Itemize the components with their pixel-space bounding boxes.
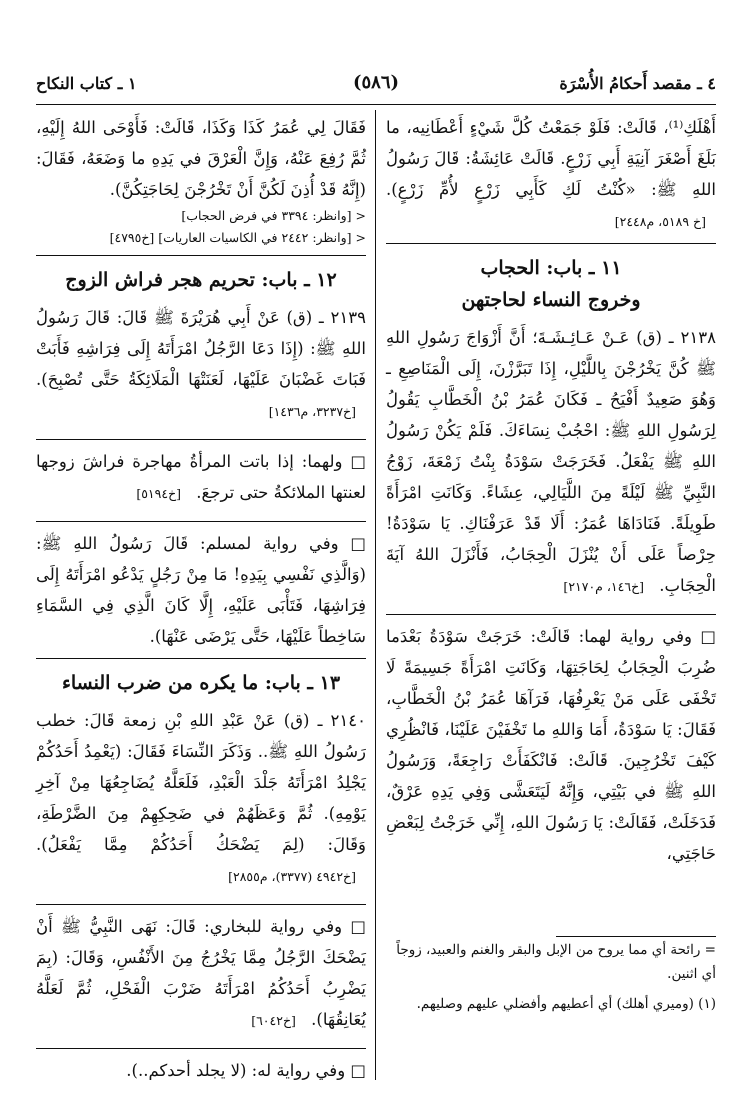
reference: < [وانظر: ٣٣٩٤ في فرض الحجاب]	[181, 208, 366, 223]
hadith-2139-variant-2: □ وفي رواية لمسلم: قَالَ رَسُولُ اللهِ ﷺ: (وَالَّذِي نَفْسِي بِيَدِهِ! مَا مِنْ رَجُلٍ يَدْعُو امْرَأَتَهُ إِلَى فِرَاشِهَا، فَتَأْبَى عَلَيْهِ، إِلَّا كَانَ الَّذِي فِي السَّمَاءِ سَاخِطاً عَلَيْهَا، حَتَّى يَرْضَى عَنْهَا).	[36, 521, 366, 652]
intro-text: أَهْلَكِ⁽¹⁾، قَالَتْ: فَلَوْ جَمَعْتُ كُلَّ شَيْءٍ أَعْطَانِيه، ما بَلَغَ أَصْغَرَ آنِيَةِ أَبِي زَرْعٍ. قَالَتْ عَائِشَةُ: قَالَ رَسُولُ اللهِ ﷺ: «كُنْتُ لَكِ كَأَبِي زَرْعٍ لأُمِّ زَرْعٍ).	[386, 118, 716, 199]
hadith-2139	[36, 302, 366, 427]
hadith-2140-variant-2: □ وفي رواية له: (لا يجلد أحدكم..).	[36, 1048, 366, 1086]
continuation-text: فَقَالَ لِي عُمَرُ كَذَا وَكَذَا، قَالَتْ: فَأَوْحَى اللهُ إِلَيْهِ، ثُمَّ رُفِعَ عَنْهُ، وَإِنَّ الْعَرْقَ في يَدِهِ ما وَضَعَهُ، فَقَالَ: (إِنَّهُ قَدْ أُذِنَ لَكُنَّ أَنْ تَخْرُجْنَ لِحَاجَتِكُنَّ).	[36, 118, 366, 199]
hadith-2140	[36, 705, 366, 892]
variant-text: □ ولهما: إذا باتت المرأةُ مهاجرة فراشَ زوجها لعنتها الملائكةُ حتى ترجعَ.	[36, 452, 366, 502]
footnote-continued: = رائحة أي مما يروح من الإبل والبقر والغنم والعبيد، زوجاً أي اثنين.	[396, 942, 716, 982]
reference: < [وانظر: ٢٤٤٢ في الكاسيات العاريات] [خ٤٧٩٥]	[109, 230, 366, 245]
hadith-text: ٢١٣٨ ـ (ق) عَـنْ عَـائِـشَـةَ؛ أَنَّ أَزْوَاجَ رَسُولِ اللهِ ﷺ كُنَّ يَخْرُجْنَ بِاللَّيْلِ، إِذَا تَبَرَّزْنَ، إِلَى الْمَنَاصِعِ ـ وَهُوَ صَعِيدٌ أَفْيَحُ ـ فَكَانَ عُمَرُ بْنُ الْخَطَّابِ يَقُولُ لِرَسُولِ اللهِ ﷺ: احْجُبْ نِسَاءَكَ. فَلَمْ يَكُنْ رَسُولُ اللهِ ﷺ يَفْعَلُ. فَخَرَجَتْ سَوْدَةُ بِنْتُ زَمْعَةَ، زَوْجُ النَّبِيِّ ﷺ لَيْلَةً مِنَ اللَّيَالِي، عِشَاءً. وَكَانَتِ امْرَأَةً طَوِيلَةً. فَنَادَاهَا عُمَرُ: أَلَا قَدْ عَرَفْنَاكِ. يَا سَوْدَةُ! حِرْصاً عَلَى أَنْ يُنْزَلَ الْحِجَابُ، فَأَنْزَلَ اللهُ آيَةَ الْحِجَابِ.	[386, 328, 716, 595]
reference: [خ٥١٩٤]	[136, 486, 182, 501]
chapter-subtitle: وخروج النساء لحاجتهن	[461, 289, 641, 311]
hadith-2139-variant-1	[36, 439, 366, 509]
reference: [خ ٥١٨٩، م٢٤٤٨]	[614, 214, 706, 229]
footnotes	[386, 938, 716, 1016]
chapter-13-heading: ١٣ ـ باب: ما يكره من ضرب النساء	[36, 658, 366, 699]
book-title: ١ ـ كتاب النكاح	[36, 74, 137, 93]
right-column	[386, 112, 716, 873]
footnote-rule	[556, 936, 716, 937]
section-title: ٤ ـ مقصد أَحكامُ الأُسْرَة	[559, 74, 716, 93]
column-divider	[375, 110, 376, 1080]
hadith-2138-variant: □ وفي رواية لهما: قَالَتْ: خَرَجَتْ سَوْدَةُ بَعْدَما ضُرِبَ الْحِجَابُ لِحَاجَتِهَا، وَكَانَتِ امْرَأَةً جَسِيمَةً لَا تَخْفَى عَلَى مَنْ يَعْرِفُهَا، فَرَآهَا عُمَرُ بْنُ الْخَطَّابِ، فَقَالَ: يَا سَوْدَةُ، أَمَا وَاللهِ ما تَخْفَيْنَ عَلَيْنَا، فَانْظُرِي كَيْفَ تَخْرُجِينَ. قَالَتْ: فَانْكَفَأَتْ رَاجِعَةً، وَرَسُولُ اللهِ ﷺ في بَيْتِي، وَإِنَّهُ لَيَتَعَشَّى وَفِي يَدِهِ عَرْقٌ، فَدَخَلَتْ، فَقَالَتْ: يَا رَسُولَ اللهِ، إِنِّي خَرَجْتُ لِبَعْضِ حَاجَتِي،	[386, 614, 716, 869]
variant-text: □ وفي رواية للبخاري: قَالَ: نَهَى النَّبِيُّ ﷺ أَنْ يَضْحَكَ الرَّجُلُ مِمَّا يَخْرُجُ مِنَ الأَنْفُسِ، وَقَالَ: (بِمَ يَضْرِبُ أَحَدُكُمُ امْرَأَتَهُ ضَرْبَ الْفَحْلِ، ثُمَّ لَعَلَّهُ يُعَانِقُهَا).	[36, 917, 366, 1029]
chapter-12-heading: ١٢ ـ باب: تحريم هجر فراش الزوج	[36, 255, 366, 296]
header-rule	[36, 104, 716, 105]
hadith-2138	[386, 322, 716, 602]
hadith-2140-variant-1	[36, 904, 366, 1036]
hadith-text: ٢١٤٠ ـ (ق) عَنْ عَبْدِ اللهِ بْنِ زمعة قَالَ: خطب رَسُولُ اللهِ ﷺ.. وَذَكَرَ النِّسَاءَ فَقَالَ: (يَعْمِدُ أَحَدُكُمْ يَجْلِدُ امْرَأَتَهُ جَلْدَ الْعَبْدِ، فَلَعَلَّهُ يُضَاجِعُهَا مِنْ آخِرِ يَوْمِهِ). ثُمَّ وَعَظَهُمْ في ضَحِكِهِمْ مِنَ الضَّرْطَةِ، وَقَالَ: (لِمَ يَضْحَكُ أَحَدُكُمْ مِمَّا يَفْعَلُ).	[36, 711, 366, 854]
left-column	[36, 112, 366, 1090]
paragraph-intro	[386, 112, 716, 237]
page-header	[36, 70, 716, 104]
reference: [خ٣٢٣٧، م١٤٣٦]	[268, 404, 356, 419]
reference: [خ١٤٦، م٢١٧٠]	[563, 579, 645, 594]
chapter-11-heading	[386, 243, 716, 316]
reference: [خ٤٩٤٢ (٣٣٧٧)، م٢٨٥٥]	[228, 869, 356, 884]
hadith-text: ٢١٣٩ ـ (ق) عَنْ أَبِي هُرَيْرَةَ ﷺ قَالَ: قَالَ رَسُولُ اللهِ ﷺ: (إِذَا دَعَا الرَّجُلُ امْرَأَتَهُ إِلَى فِرَاشِهِ فَأَبَتْ فَبَاتَ غَضْبَانَ عَلَيْهَا، لَعَنَتْهَا الْمَلَائِكَةُ حَتَّى تُصْبِحَ).	[36, 308, 366, 389]
footnote-1: (١) (وميري أهلك) أي أعطيهم وأفضلي عليهم وصليهم.	[416, 996, 716, 1012]
chapter-title: ١١ ـ باب: الحجاب	[480, 257, 622, 279]
reference: [خ٦٠٤٢]	[251, 1013, 296, 1028]
page-number: (٥٨٦)	[352, 72, 400, 93]
